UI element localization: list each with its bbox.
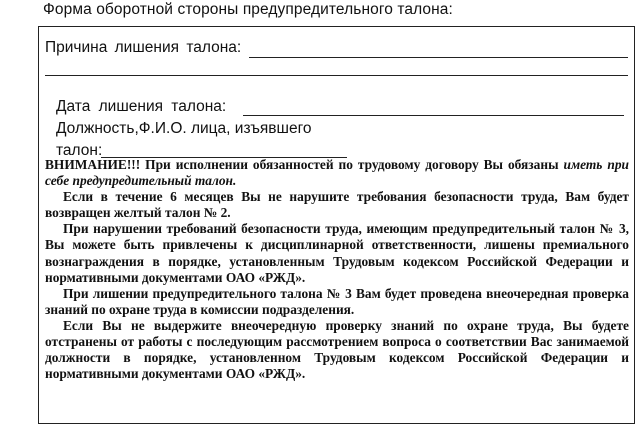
reason-label: Причина лишения талона: [45, 39, 242, 56]
position-label: Должность,Ф.И.О. лица, изъявшего [56, 120, 312, 137]
warning-notice [45, 157, 629, 382]
reason-line-2 [45, 75, 628, 76]
notice-attention: ВНИМАНИЕ!!! При исполнении обязанностей по трудовому договору Вы обязаны [45, 157, 559, 172]
notice-italic: иметь при себе предупредительный талон. [45, 157, 629, 189]
date-line [243, 115, 624, 116]
date-label: Дата лишения талона: [56, 98, 227, 115]
notice-paragraph-2: Если в течение 6 месяцев Вы не нарушите требования безопасности труда, Вам будет возвращен желтый талон № 2. [45, 189, 629, 221]
form-caption: Форма оборотной стороны предупредительного талона: [43, 1, 453, 18]
reason-line-1 [249, 57, 628, 58]
notice-paragraph-3: При нарушении требований безопасности труда, имеющим предупредительный талон № 3, Вы можете быть привлечены к дисциплинарной ответственности, лишены премиального вознаграждения в порядке, установленным Трудовым кодексом Российской Федерации и нормативными документами ОАО «РЖД». [45, 221, 629, 285]
notice-paragraph-4: При лишении предупредительного талона № 3 Вам будет проведена внеочередная проверка знаний по охране труда в комиссии подразделения. [45, 285, 629, 317]
coupon-back-form [38, 26, 635, 424]
notice-paragraph-1 [45, 157, 629, 189]
coupon-label: талон: [56, 142, 103, 159]
notice-paragraph-5: Если Вы не выдержите внеочередную проверку знаний по охране труда, Вы будете отстранены от работы с последующим рассмотрением вопроса о соответствии Вас занимаемой должности в порядке, установленном Трудовым кодексом Российской Федерации и нормативными документами ОАО «РЖД». [45, 317, 629, 382]
